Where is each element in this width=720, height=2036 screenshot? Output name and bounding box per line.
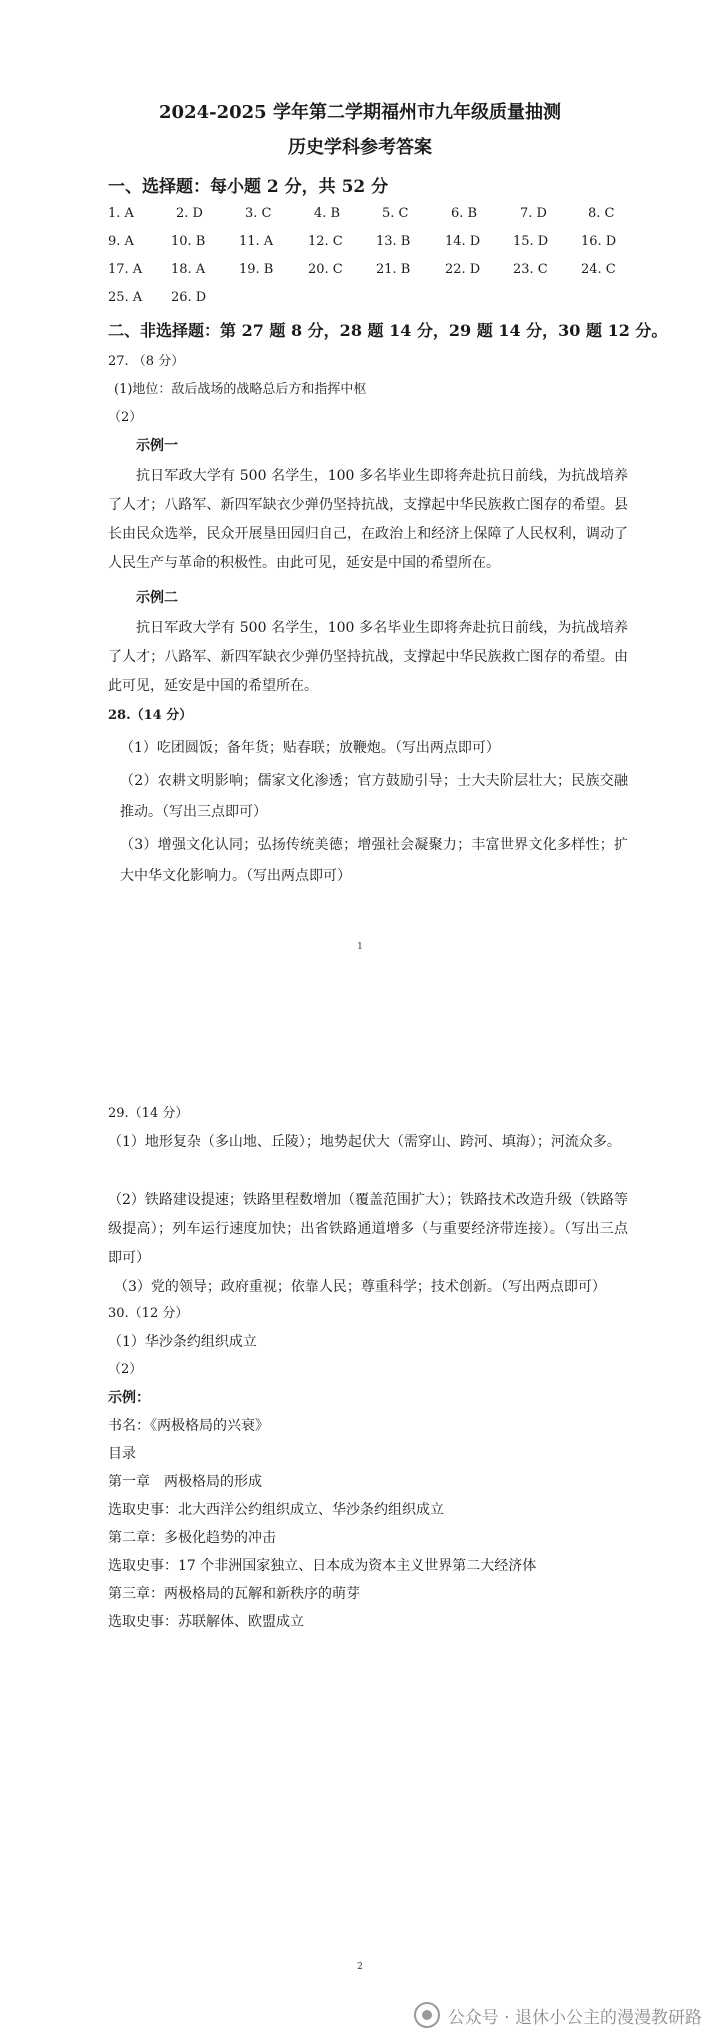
q27-part1: (1)地位：敌后战场的战略总后方和指挥中枢 [114, 382, 367, 397]
q29-part2: （2）铁路建设提速；铁路里程数增加（覆盖范围扩大）；铁路技术改造升级（铁路等级提高）；列车运行速度加快；出省铁路通道增多（与重要经济带连接）。（写出三点即可） [108, 1192, 628, 1266]
q27-example1-text: 抗日军政大学有 500 名学生，100 多名毕业生即将奔赴抗日前线，为抗战培养了人才；八路军、新四军缺衣少弹仍坚持抗战，支撑起中华民族救亡图存的希望。县长由民众选举，民众开展垦田园归自己，在政治上和经济上保障了人民权利，调动了人民生产与革命的积极性。由此可见，延安是中国的希望所在。 [108, 468, 628, 571]
choice-answer: 12. C [308, 234, 343, 249]
watermark-text: 公众号 · 退休小公主的漫漫教研路 [447, 2007, 702, 2028]
chapter-2-title: 第二章：多极化趋势的冲击 [108, 1530, 276, 1546]
choice-answer: 25. A [108, 290, 143, 305]
chapter-1-events: 选取史事：北大西洋公约组织成立、华沙条约组织成立 [108, 1502, 444, 1518]
watermark [414, 2002, 702, 2028]
chapter-3-events: 选取史事：苏联解体、欧盟成立 [108, 1614, 304, 1630]
q27-example1-title: 示例一 [136, 438, 178, 454]
choice-answer: 15. D [513, 234, 549, 249]
choice-answer: 13. B [376, 234, 411, 249]
q30-example-title: 示例： [108, 1390, 150, 1406]
choice-answer: 22. D [445, 262, 481, 277]
choice-answer: 3. C [245, 206, 272, 221]
chapter-3-title: 第三章：两极格局的瓦解和新秩序的萌芽 [108, 1586, 360, 1602]
choice-answer: 19. B [239, 262, 274, 277]
choice-answer: 16. D [581, 234, 617, 249]
choice-answer: 1. A [108, 206, 134, 221]
q28-part3: （3）增强文化认同；弘扬传统美德；增强社会凝聚力；丰富世界文化多样性；扩大中华文化影响力。（写出两点即可） [120, 837, 628, 884]
choice-answer: 11. A [239, 234, 274, 249]
chapter-1-title: 第一章 两极格局的形成 [108, 1474, 262, 1490]
choice-answer: 21. B [376, 262, 411, 277]
q28-header: 28.（14 分） [108, 708, 193, 723]
answer-page-1 [0, 0, 720, 1000]
q29-header: 29.（14 分） [108, 1106, 189, 1121]
choice-answer: 8. C [588, 206, 615, 221]
document-title: 2024-2025 学年第二学期福州市九年级质量抽测 [159, 102, 561, 123]
book-title-line: 书名：《两极格局的兴衰》 [108, 1418, 269, 1434]
choice-answer: 23. C [513, 262, 548, 277]
q30-part2-label: （2） [108, 1362, 143, 1377]
wechat-official-account-icon [414, 2002, 440, 2028]
q27-example2-text: 抗日军政大学有 500 名学生，100 多名毕业生即将奔赴抗日前线，为抗战培养了人才；八路军、新四军缺衣少弹仍坚持抗战，支撑起中华民族救亡图存的希望。由此可见，延安是中国的希望所在。 [108, 620, 628, 694]
choice-answer: 18. A [171, 262, 206, 277]
section1-heading: 一、选择题：每小题 2 分，共 52 分 [108, 177, 389, 197]
choice-answer: 6. B [451, 206, 478, 221]
page-number: 2 [357, 1962, 363, 1972]
choice-answer: 10. B [171, 234, 206, 249]
q29-part1: （1）地形复杂（多山地、丘陵）；地势起伏大（需穿山、跨河、填海）；河流众多。 [108, 1134, 621, 1150]
q27-example2-title: 示例二 [136, 590, 178, 606]
q27-header: 27. （8 分） [108, 354, 185, 369]
choice-answer: 4. B [314, 206, 341, 221]
table-of-contents-label: 目录 [108, 1446, 136, 1462]
q30-header: 30.（12 分） [108, 1306, 189, 1321]
choice-answer: 2. D [176, 206, 203, 221]
answer-page-2 [0, 1000, 720, 2036]
q28-part1: （1）吃团圆饭；备年货；贴春联；放鞭炮。（写出两点即可） [120, 740, 500, 756]
choice-answer: 5. C [382, 206, 409, 221]
chapter-2-events: 选取史事：17 个非洲国家独立、日本成为资本主义世界第二大经济体 [108, 1558, 537, 1574]
choice-answer: 9. A [108, 234, 134, 249]
choice-answer: 26. D [171, 290, 207, 305]
q28-part2: （2）农耕文明影响；儒家文化渗透；官方鼓励引导；士大夫阶层壮大；民族交融推动。（写出三点即可） [120, 773, 628, 820]
q27-part2-label: （2） [108, 410, 143, 425]
document-subtitle: 历史学科参考答案 [288, 137, 432, 158]
q29-part3: （3）党的领导；政府重视；依靠人民；尊重科学；技术创新。（写出两点即可） [114, 1279, 606, 1295]
choice-answer: 7. D [520, 206, 547, 221]
choice-answer: 17. A [108, 262, 143, 277]
choice-answer: 14. D [445, 234, 481, 249]
section2-heading: 二、非选择题：第 27 题 8 分，28 题 14 分，29 题 14 分，30 题 12 分。 [108, 321, 668, 340]
q30-part1: （1）华沙条约组织成立 [108, 1334, 257, 1350]
choice-answer: 20. C [308, 262, 343, 277]
page-number: 1 [357, 942, 363, 952]
choice-answer: 24. C [581, 262, 616, 277]
